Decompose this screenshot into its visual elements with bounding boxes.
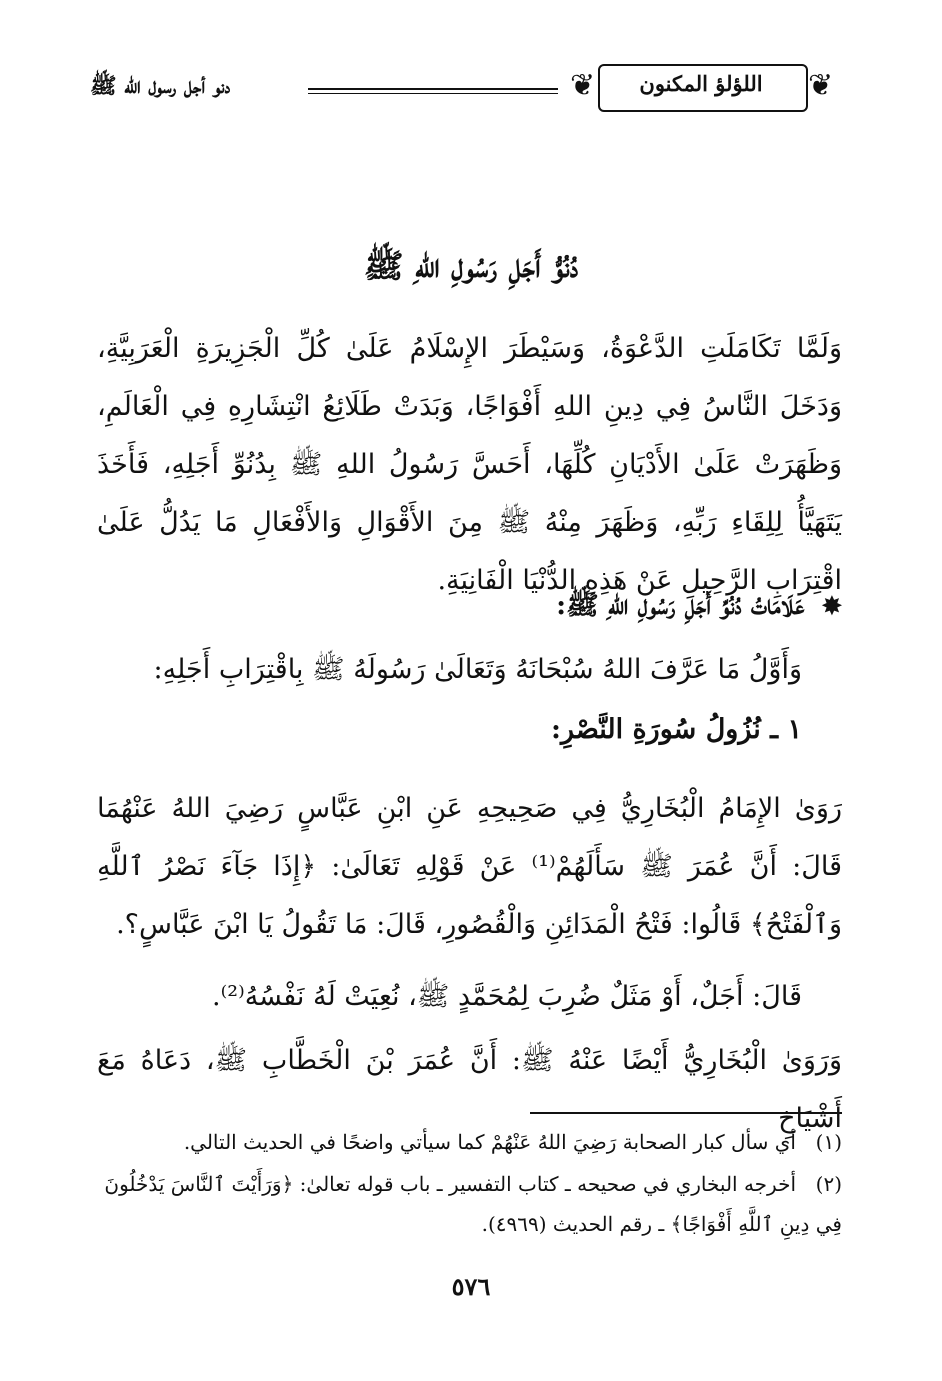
book-title: اللؤلؤ المكنون <box>639 71 763 96</box>
signs-heading <box>556 588 842 628</box>
book-title-badge <box>570 56 900 118</box>
running-header <box>90 56 860 126</box>
ornament-left-icon: ❦ <box>570 68 596 103</box>
header-rule-left <box>308 88 558 94</box>
page-number: ٥٧٦ <box>451 1272 491 1301</box>
ornament-right-icon: ❦ <box>808 68 834 103</box>
ibn-abbas-answer: قَالَ: أَجَلٌ، أَوْ مَثَلٌ ضُرِبَ لِمُحَمَّدٍ ﷺ، نُعِيَتْ لَهُ نَفْسُهُ⁽²⁾. <box>212 981 802 1012</box>
footnote-2 <box>97 1164 842 1244</box>
footnote-separator <box>530 1112 842 1114</box>
footnote-number: (٢) <box>815 1172 842 1196</box>
bukhari-narration-1: رَوَىٰ الإِمَامُ الْبُخَارِيُّ فِي صَحِيحِهِ عَنِ ابْنِ عَبَّاسٍ رَضِيَ اللهُ عَنْهُمَا قَالَ: أَنَّ عُمَرَ ﷺ سَأَلَهُمْ⁽¹⁾ عَنْ قَوْلِهِ تَعَالَىٰ: ﴿إِذَا جَآءَ نَصْرُ ٱللَّهِ وَٱلْفَتْحُ﴾ قَالُوا: فَتْحُ الْمَدَائِنِ وَالْقُصُورِ، قَالَ: مَا تَقُولُ يَا ابْنَ عَبَّاسٍ؟. <box>97 793 842 940</box>
footnote-number: (١) <box>815 1130 842 1154</box>
point-1-heading: ١ ـ نُزُولُ سُورَةِ النَّصْرِ: <box>550 714 802 745</box>
footnote-1 <box>97 1122 842 1162</box>
section-title: دُنُوُّ أَجَلِ رَسُولِ اللهِ ﷺ <box>363 246 579 285</box>
footnote-text: أخرجه البخاري في صحيحه ـ كتاب التفسير ـ باب قوله تعالىٰ: ﴿وَرَأَيْتَ ٱلنَّاسَ يَدْخُلُونَ فِي دِينِ ٱللَّهِ أَفْوَاجًا﴾ ـ رقم الحديث (٤٩٦٩). <box>104 1172 842 1236</box>
intro-paragraph: وَلَمَّا تَكَامَلَتِ الدَّعْوَةُ، وَسَيْطَرَ الإِسْلَامُ عَلَىٰ كُلِّ الْجَزِيرَةِ الْعَرَبِيَّةِ، وَدَخَلَ النَّاسُ فِي دِينِ اللهِ أَفْوَاجًا، وَبَدَتْ طَلَائِعُ انْتِشَارِهِ فِي الْعَالَمِ، وَظَهَرَتْ عَلَىٰ الأَدْيَانِ كُلِّهَا، أَحَسَّ رَسُولُ اللهِ ﷺ بِدُنُوِّ أَجَلِهِ، فَأَخَذَ يَتَهَيَّأُ لِلِقَاءِ رَبِّهِ، وَظَهَرَ مِنْهُ ﷺ مِنَ الأَقْوَالِ وَالأَفْعَالِ مَا يَدُلُّ عَلَىٰ اقْتِرَابِ الرَّحِيلِ عَنْ هَذِهِ الدُّنْيَا الْفَانِيَةِ. <box>97 333 842 596</box>
signs-heading-text: عَلَامَاتُ دُنُوِّ أَجَلِ رَسُولِ اللهِ ﷺ: <box>556 590 805 621</box>
first-sign-line: وَأَوَّلُ مَا عَرَّفَ اللهُ سُبْحَانَهُ وَتَعَالَىٰ رَسُولَهُ ﷺ بِاقْتِرَابِ أَجَلِهِ: <box>153 654 802 685</box>
flower-bullet-icon: ✸ <box>821 591 842 620</box>
chapter-running-title: دنو أجل رسول الله ﷺ <box>90 73 231 99</box>
bukhari-narration-2: وَرَوَىٰ الْبُخَارِيُّ أَيْضًا عَنْهُ ﷺ: أَنَّ عُمَرَ بْنَ الْخَطَّابِ ﷺ، دَعَاهُ مَعَ أَشْيَاخِ <box>97 1045 842 1134</box>
footnote-text: أي سأل كبار الصحابة رَضِيَ اللهُ عَنْهُمْ كما سيأتي واضحًا في الحديث التالي. <box>183 1130 796 1154</box>
